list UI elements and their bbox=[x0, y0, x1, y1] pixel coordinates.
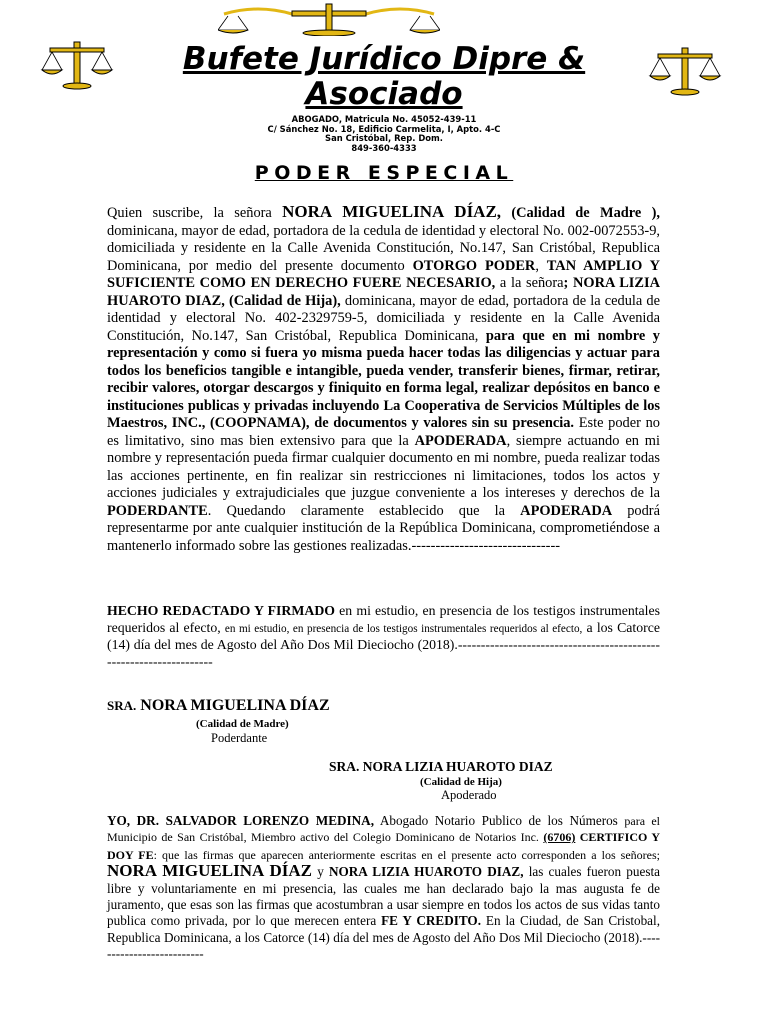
text-run: las cuales fueron puesta libre y voluntariamente en mi presencia, las cuales me han declarado bajo la mas augusta fe de juramento, que esas son las firmas que acostumbran a usar siempre en todos los actos de sus vidas tanto publica como privada, por lo que merecen entera bbox=[107, 864, 660, 929]
text-run-bold: OTORGO PODER bbox=[412, 257, 536, 274]
text-run: en mi estudio, en presencia de los testigos instrumentales requeridos al efecto, bbox=[107, 603, 661, 635]
signature-name-attorney: SRA. NORA LIZIA HUAROTO DIAZ bbox=[329, 759, 553, 774]
text-run bbox=[501, 205, 511, 221]
firm-name: Bufete Jurídico Dipre & Asociado bbox=[182, 41, 586, 112]
text-run: Este poder no es limitativo, sino mas bien extensivo para que la bbox=[107, 415, 660, 449]
text-run: a los Catorce (14) día del mes de Agosto del Año Dos Mil Dieciocho (2018).------------------------------------------------------------------- bbox=[107, 619, 660, 670]
notary-certification-paragraph bbox=[107, 813, 660, 963]
notary-number: (6706) bbox=[543, 830, 576, 845]
text-run: Quien suscribe, la señora bbox=[107, 205, 283, 221]
grantor-name: NORA MIGUELINA DÍAZ, bbox=[282, 202, 502, 221]
text-run: . Quedando claramente establecido que la bbox=[207, 502, 521, 519]
signature-name: NORA MIGUELINA DÍAZ bbox=[136, 697, 330, 714]
text-run: y bbox=[312, 864, 329, 880]
text-run: podrá representarme por ante cualquier institución de la República Dominicana, comprometiéndose a mantenerlo informado sobre las gestiones realizadas.------------------------------- bbox=[107, 502, 660, 554]
text-run-bold: FE Y CREDITO. bbox=[381, 913, 481, 929]
firm-info-line: 849-360-4333 bbox=[351, 142, 417, 153]
text-run-bold: CERTIFICO Y DOY FE bbox=[107, 830, 660, 862]
text-run-small: : que las firmas que aparecen anteriormente escritas en el presente acto corresponden a los señores; bbox=[153, 847, 660, 862]
signature-prefix: SRA. bbox=[107, 698, 137, 713]
text-run: En la Ciudad, de San Cristobal, Republica Dominicana, a los Catorce (14) día del mes de Agosto del Año Dos Mil Dieciocho (2018).-------------------------- bbox=[107, 913, 661, 962]
powers-granted: para que en mi nombre y representación y como si fuera yo misma pueda hacer todas las diligencias y actuar para todos los beneficios tangible e intangible, pueda vender, transferir bienes, firmar, retirar, recibir valores, otorgar descargos y finiquito en forma legal, realizar depósitos en banco e instituciones publicas y privadas incluyendo La Cooperativa de Servicios Múltiples de los Maestros, INC., (COOPNAMA), de documentos y valores sin su presencia. bbox=[107, 327, 660, 431]
scales-of-justice-icon bbox=[218, 2, 440, 36]
text-run: dominicana, mayor de edad, portadora de la cedula de identidad y electoral No. 402-2329759-5, domiciliada y residente en la Calle Avenida Constitución, No.147, San Cristóbal, Republica Dominicana, bbox=[107, 292, 660, 344]
scales-of-justice-icon bbox=[648, 46, 722, 96]
signer-name: NORA MIGUELINA DÍAZ bbox=[107, 861, 312, 881]
signer-name: NORA LIZIA HUAROTO DIAZ, bbox=[328, 864, 524, 880]
notary-name: YO, DR. SALVADOR LORENZO MEDINA, bbox=[107, 813, 374, 828]
power-of-attorney-paragraph bbox=[107, 203, 660, 555]
signature-title: Poderdante bbox=[211, 731, 268, 745]
firm-info-line: C/ Sánchez No. 18, Edificio Carmelita, I, Apto. 4-C bbox=[267, 123, 501, 134]
text-run: dominicana, mayor de edad, portadora de la cedula de identidad y electoral No. 002-0072553-9, domiciliada y residente en la Calle Avenida Constitución, No.147, San Cristóbal, Republica Dominicana, por medio del presente documento bbox=[107, 222, 660, 274]
signature-capacity: (Calidad de Madre) bbox=[196, 718, 289, 730]
text-run-bold: HECHO REDACTADO Y FIRMADO bbox=[107, 603, 336, 618]
grantor-capacity: (Calidad de Madre ), bbox=[511, 205, 660, 221]
text-run-bold: PODERDANTE bbox=[107, 502, 208, 519]
text-run: , bbox=[535, 257, 547, 274]
text-run: , siempre actuando en mi nombre y representación pueda firmar cualquier documento en mi nombre, pueda realizar todas las acciones pertinente, en fin realizar sin restricciones ni limitaciones, todos los actos y acciones judiciales y extrajudiciales que juzgue conveniente a los intereses y derechos de la bbox=[107, 432, 661, 501]
text-run-small: en mi estudio, en presencia de los testigos instrumentales requeridos al efecto, bbox=[224, 622, 583, 635]
document-title: PODER ESPECIAL bbox=[254, 162, 514, 184]
text-run: a la señora bbox=[495, 275, 564, 291]
scales-of-justice-icon bbox=[40, 40, 114, 90]
text-run-bold: APODERADA bbox=[414, 432, 507, 449]
text-run: Abogado Notario Publico de los Números bbox=[374, 813, 625, 828]
execution-paragraph bbox=[107, 603, 660, 671]
signature-capacity: (Calidad de Hija) bbox=[420, 776, 502, 788]
firm-info-line: San Cristóbal, Rep. Dom. bbox=[325, 133, 443, 143]
text-run-bold: APODERADA bbox=[520, 502, 613, 519]
signature-title: Apoderado bbox=[441, 788, 497, 802]
firm-info bbox=[160, 115, 608, 153]
text-run-small: para el Municipio de San Cristóbal, Miembro activo del Colegio Dominicano de Notarios Inc. bbox=[107, 814, 660, 845]
text-run-bold: TAN AMPLIO Y SUFICIENTE COMO EN DERECHO FUERE NECESARIO, bbox=[107, 257, 660, 291]
attorney-name: ; NORA LIZIA HUAROTO DIAZ, (Calidad de Hija), bbox=[107, 275, 661, 309]
signature-name-grantor bbox=[107, 698, 330, 713]
firm-info-line: ABOGADO, Matricula No. 45052-439-11 bbox=[291, 114, 477, 124]
